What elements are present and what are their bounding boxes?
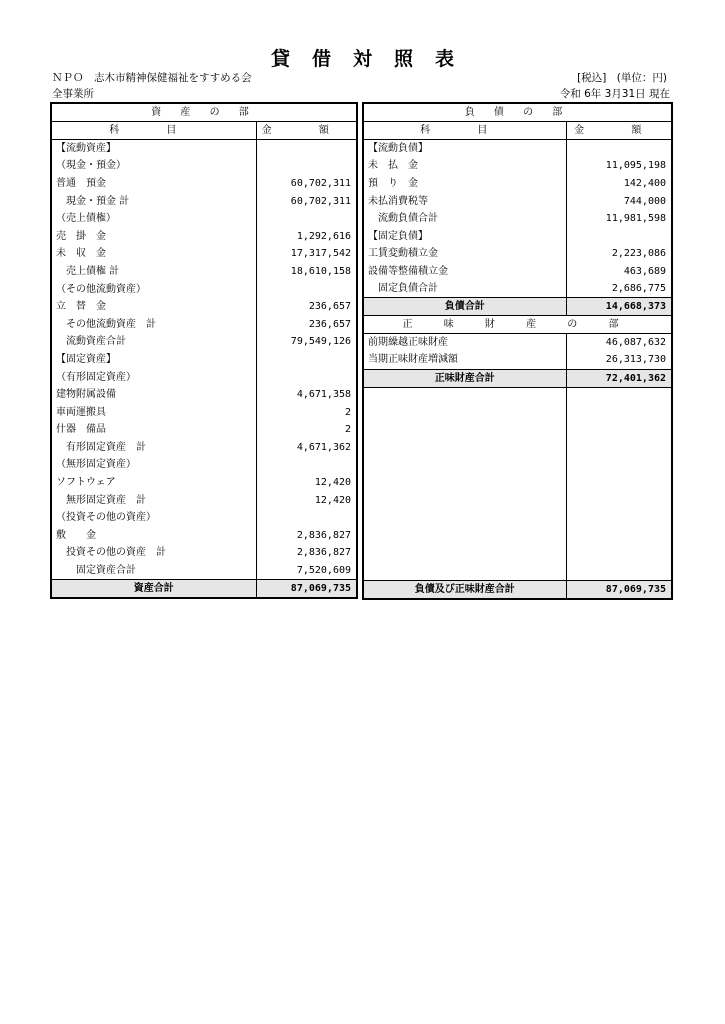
row-amount <box>256 351 357 369</box>
grand-total-label: 負債及び正味財産合計 <box>363 581 566 600</box>
row-label: 【流動資産】 <box>51 140 256 158</box>
liabilities-col-item: 科 目 <box>363 122 566 140</box>
assets-table <box>50 102 358 599</box>
row-amount <box>566 227 672 245</box>
empty-cell <box>363 405 566 423</box>
liabilities-col-amount: 金 額 <box>566 122 672 140</box>
row-label: （売上債権） <box>51 210 256 228</box>
row-amount: 2,836,827 <box>296 547 352 559</box>
table-row <box>363 280 672 298</box>
empty-row <box>363 405 672 423</box>
row-label: 工賃変動積立金 <box>363 245 566 263</box>
row-label: 立 替 金 <box>51 298 256 316</box>
assets-section-header <box>51 103 357 122</box>
row-amount: 79,549,126 <box>290 336 352 348</box>
table-row <box>51 175 357 193</box>
row-amount: 11,095,198 <box>605 160 667 172</box>
row-amount <box>256 280 357 298</box>
row-label: 【固定負債】 <box>363 227 566 245</box>
row-amount: 2,223,086 <box>611 248 667 260</box>
empty-row <box>363 475 672 493</box>
table-row <box>363 175 672 193</box>
row-label: その他流動資産 計 <box>51 315 256 333</box>
row-amount: 60,702,311 <box>290 177 352 189</box>
table-row <box>51 351 357 369</box>
table-row <box>51 368 357 386</box>
row-amount: 1,292,616 <box>296 230 352 242</box>
row-label: 【流動負債】 <box>363 140 566 158</box>
empty-cell <box>566 563 672 581</box>
empty-row <box>363 563 672 581</box>
row-label: （無形固定資産） <box>51 456 256 474</box>
empty-cell <box>566 457 672 475</box>
table-row <box>51 280 357 298</box>
row-amount: 463,689 <box>623 265 667 277</box>
assets-total-row <box>51 579 357 598</box>
row-amount <box>256 456 357 474</box>
table-row <box>363 210 672 228</box>
empty-row <box>363 387 672 405</box>
table-row <box>51 227 357 245</box>
row-amount: 2,686,775 <box>611 283 667 295</box>
table-row <box>51 263 357 281</box>
row-amount: 11,981,598 <box>605 213 667 225</box>
table-row <box>51 562 357 580</box>
row-amount: 236,657 <box>308 318 352 330</box>
row-label: 建物附属設備 <box>51 386 256 404</box>
table-row <box>51 509 357 527</box>
row-amount: 236,657 <box>308 301 352 313</box>
table-row <box>363 140 672 158</box>
net-assets-total-label: 正味財産合計 <box>363 369 566 387</box>
row-amount: 2,836,827 <box>296 529 352 541</box>
document-title: 貸借対照表 <box>270 48 476 70</box>
liabilities-section-header <box>363 103 672 122</box>
row-label: 流動資産合計 <box>51 333 256 351</box>
row-label: 投資その他の資産 計 <box>51 544 256 562</box>
row-amount <box>256 368 357 386</box>
table-row <box>51 544 357 562</box>
table-row <box>363 192 672 210</box>
row-amount: 12,420 <box>314 477 352 489</box>
empty-cell <box>363 422 566 440</box>
row-label: 【固定資産】 <box>51 351 256 369</box>
row-label: 売上債権 計 <box>51 263 256 281</box>
row-amount: 17,317,542 <box>290 248 352 260</box>
empty-cell <box>363 563 566 581</box>
table-row <box>51 140 357 158</box>
table-row <box>363 351 672 369</box>
row-amount: 18,610,158 <box>290 265 352 277</box>
table-row <box>51 315 357 333</box>
table-row <box>51 456 357 474</box>
row-label: 当期正味財産増減額 <box>363 351 566 369</box>
empty-cell <box>566 510 672 528</box>
empty-row <box>363 440 672 458</box>
empty-row <box>363 493 672 511</box>
row-label: 未 収 金 <box>51 245 256 263</box>
net-assets-section-header <box>363 316 672 334</box>
table-row <box>51 333 357 351</box>
assets-col-item: 科 目 <box>51 122 256 140</box>
row-amount: 4,671,358 <box>296 389 352 401</box>
empty-cell <box>363 440 566 458</box>
assets-total-label: 資産合計 <box>51 579 256 598</box>
row-label: 設備等整備積立金 <box>363 263 566 281</box>
empty-cell <box>363 528 566 546</box>
organization-name: ＮＰＯ 志木市精神保健福祉をすすめる会 <box>52 72 252 84</box>
row-label: 売 掛 金 <box>51 227 256 245</box>
row-label: 車両運搬具 <box>51 403 256 421</box>
empty-row <box>363 545 672 563</box>
row-amount: 12,420 <box>314 494 352 506</box>
row-label: 什器 備品 <box>51 421 256 439</box>
table-row <box>51 210 357 228</box>
table-row <box>51 527 357 545</box>
empty-row <box>363 457 672 475</box>
row-amount: 4,671,362 <box>296 441 352 453</box>
row-label: 流動負債合計 <box>363 210 566 228</box>
liabilities-rows <box>363 140 672 298</box>
empty-cell <box>566 545 672 563</box>
table-row <box>363 245 672 263</box>
row-label: 預 り 金 <box>363 175 566 193</box>
table-row <box>51 298 357 316</box>
liabilities-table <box>362 102 673 600</box>
row-label: 現金・預金 計 <box>51 192 256 210</box>
net-assets-section-title: 正 味 財 産 の 部 <box>363 316 672 334</box>
table-row <box>51 386 357 404</box>
as-of-date: 令和 6年 3月31日 現在 <box>559 88 670 100</box>
empty-cell <box>363 545 566 563</box>
assets-rows <box>51 140 357 580</box>
row-label: 未払消費税等 <box>363 192 566 210</box>
grand-total-amount: 87,069,735 <box>566 581 672 600</box>
tax-unit-note: [税込] (単位：円) <box>577 72 667 84</box>
table-row <box>51 439 357 457</box>
net-assets-total-row <box>363 369 672 387</box>
empty-cell <box>363 510 566 528</box>
table-row <box>363 263 672 281</box>
liabilities-total-row <box>363 298 672 316</box>
table-row <box>51 403 357 421</box>
empty-cell <box>363 387 566 405</box>
row-label: （有形固定資産） <box>51 368 256 386</box>
row-label: 前期繰越正味財産 <box>363 334 566 352</box>
row-label: 有形固定資産 計 <box>51 439 256 457</box>
empty-filler-rows <box>363 387 672 581</box>
net-assets-rows <box>363 334 672 369</box>
row-amount: 2 <box>344 406 352 418</box>
empty-cell <box>566 387 672 405</box>
empty-cell <box>566 405 672 423</box>
liabilities-column-header <box>363 122 672 140</box>
empty-cell <box>566 475 672 493</box>
row-label: 固定資産合計 <box>51 562 256 580</box>
liabilities-total-label: 負債合計 <box>363 298 566 316</box>
row-amount: 60,702,311 <box>290 195 352 207</box>
assets-section-title: 資 産 の 部 <box>51 103 357 122</box>
row-label: 未 払 金 <box>363 157 566 175</box>
table-row <box>363 157 672 175</box>
row-amount: 26,313,730 <box>605 354 667 366</box>
row-amount <box>256 210 357 228</box>
empty-row <box>363 510 672 528</box>
department-label: 全事業所 <box>52 88 94 100</box>
liabilities-section-title: 負 債 の 部 <box>363 103 672 122</box>
liabilities-total-amount: 14,668,373 <box>566 298 672 316</box>
row-amount: 2 <box>344 424 352 436</box>
table-row <box>363 227 672 245</box>
net-assets-total-amount: 72,401,362 <box>566 369 672 387</box>
row-label: 普通 預金 <box>51 175 256 193</box>
assets-col-amount: 金 額 <box>256 122 357 140</box>
table-row <box>51 474 357 492</box>
row-label: 敷 金 <box>51 527 256 545</box>
row-amount: 7,520,609 <box>296 564 352 576</box>
table-row <box>51 157 357 175</box>
table-row <box>51 421 357 439</box>
assets-column-header <box>51 122 357 140</box>
table-row <box>51 245 357 263</box>
empty-cell <box>363 475 566 493</box>
empty-cell <box>566 422 672 440</box>
table-row <box>51 192 357 210</box>
row-label: （投資その他の資産） <box>51 509 256 527</box>
row-label: （現金・預金） <box>51 157 256 175</box>
table-row <box>51 491 357 509</box>
empty-cell <box>566 528 672 546</box>
row-label: 無形固定資産 計 <box>51 491 256 509</box>
table-row <box>363 334 672 352</box>
assets-total-amount: 87,069,735 <box>256 579 357 598</box>
empty-cell <box>363 457 566 475</box>
row-amount <box>256 509 357 527</box>
empty-row <box>363 528 672 546</box>
row-amount <box>256 140 357 158</box>
row-label: 固定負債合計 <box>363 280 566 298</box>
row-amount <box>256 157 357 175</box>
empty-row <box>363 422 672 440</box>
row-amount: 744,000 <box>623 195 667 207</box>
row-amount <box>566 140 672 158</box>
grand-total-row <box>363 581 672 600</box>
row-label: ソフトウェア <box>51 474 256 492</box>
row-amount: 46,087,632 <box>605 337 667 349</box>
empty-cell <box>363 493 566 511</box>
row-amount: 142,400 <box>623 177 667 189</box>
row-label: （その他流動資産） <box>51 280 256 298</box>
empty-cell <box>566 493 672 511</box>
empty-cell <box>566 440 672 458</box>
